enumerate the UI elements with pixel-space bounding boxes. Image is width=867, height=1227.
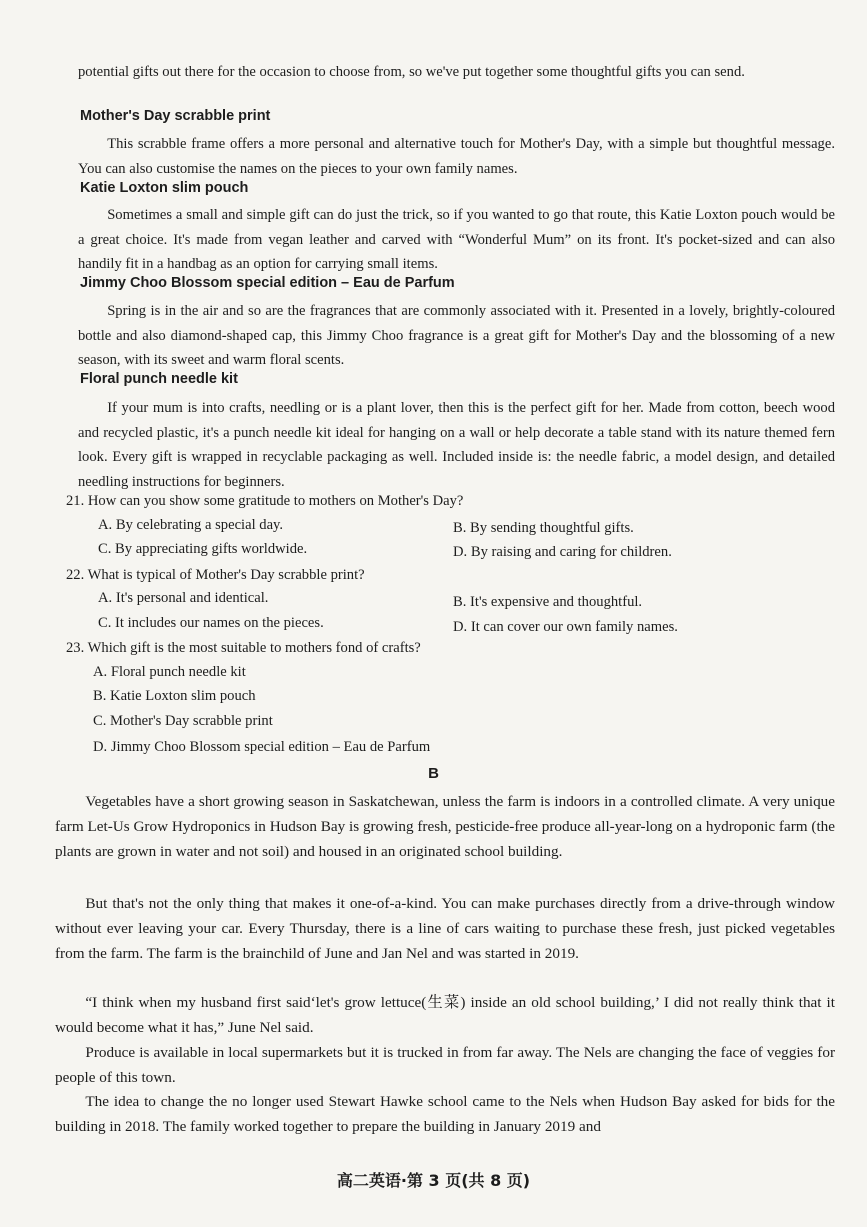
passage-b-paragraph-1: Vegetables have a short growing season in Saskatchewan, unless the farm is indoors in a controlled climate. A very unique farm Let-Us Grow Hydroponics in Hudson Bay is growing fresh, pesticide-free produce all-year-long on a hydroponic farm (the plants are grown in water and not soil) and housed in an originated school building.: [55, 793, 835, 860]
question-22-option-b[interactable]: B. It's expensive and thoughtful.: [453, 594, 643, 610]
question-22-option-a[interactable]: A. It's personal and identical.: [98, 590, 269, 606]
passage-b-title: B: [428, 765, 439, 782]
question-21-option-a[interactable]: A. By celebrating a special day.: [98, 517, 284, 533]
section-heading-perfume: Jimmy Choo Blossom special edition – Eau de Parfum: [80, 275, 455, 291]
question-21-option-d[interactable]: D. By raising and caring for children.: [453, 544, 672, 560]
question-21-stem: 21. How can you show some gratitude to mothers on Mother's Day?: [66, 493, 464, 509]
section-heading-pouch: Katie Loxton slim pouch: [80, 180, 249, 196]
question-22-option-d[interactable]: D. It can cover our own family names.: [453, 619, 678, 635]
passage-b-paragraph-3: “I think when my husband first said‘let's grow lettuce(生菜) inside an old school building,’ I did not really think that it would become what it has,” June Nel said.: [55, 994, 835, 1036]
passage-a-intro: potential gifts out there for the occasion to choose from, so we've put together some thoughtful gifts you can send.: [78, 64, 745, 80]
passage-b-paragraph-4: Produce is available in local supermarkets but it is trucked in from far away. The Nels are changing the face of veggies for people of this town.: [55, 1044, 835, 1086]
section-body-perfume: Spring is in the air and so are the fragrances that are commonly associated with it. Presented in a lovely, brightly-coloured bottle and also diamond-shaped cap, this Jimmy Choo fragrance is a great gift for Mother's Day and the blossoming of a new season, with its sweet and warm floral scents.: [78, 303, 835, 368]
question-21-option-b[interactable]: B. By sending thoughtful gifts.: [453, 520, 634, 536]
question-21-option-c[interactable]: C. By appreciating gifts worldwide.: [98, 541, 308, 557]
section-heading-needle-kit: Floral punch needle kit: [80, 371, 238, 387]
section-heading-scrabble: Mother's Day scrabble print: [80, 108, 271, 124]
passage-b-paragraph-5: The idea to change the no longer used Stewart Hawke school came to the Nels when Hudson Bay asked for bids for the building in 2018. The family worked together to prepare the building in January 2019 and: [55, 1093, 835, 1135]
question-22-stem: 22. What is typical of Mother's Day scrabble print?: [66, 567, 365, 583]
passage-b-paragraph-2: But that's not the only thing that makes it one-of-a-kind. You can make purchases directly from a drive-through window without ever leaving your car. Every Thursday, there is a line of cars waiting to purchase these fresh, just picked vegetables from the farm. The farm is the brainchild of June and Jan Nel and was started in 2019.: [55, 895, 835, 962]
question-23-option-a[interactable]: A. Floral punch needle kit: [93, 664, 246, 680]
question-23-option-c[interactable]: C. Mother's Day scrabble print: [93, 713, 273, 729]
question-23-option-d[interactable]: D. Jimmy Choo Blossom special edition – Eau de Parfum: [93, 739, 431, 755]
page-footer: 高二英语·第 3 页(共 8 页): [336, 1171, 531, 1190]
section-body-pouch: Sometimes a small and simple gift can do just the trick, so if you wanted to go that route, this Katie Loxton pouch would be a great choice. It's made from vegan leather and carved with “Wonderful Mum” on its front. It's pocket-sized and can also handily fit in a handbag as an option for carrying small items.: [78, 207, 835, 272]
question-23-option-b[interactable]: B. Katie Loxton slim pouch: [93, 688, 256, 704]
section-body-scrabble: This scrabble frame offers a more personal and alternative touch for Mother's Day, with a simple but thoughtful message. You can also customise the names on the pieces to your own family names.: [78, 136, 835, 177]
question-23-stem: 23. Which gift is the most suitable to mothers fond of crafts?: [66, 640, 421, 656]
section-body-needle-kit: If your mum is into crafts, needling or is a plant lover, then this is the perfect gift for her. Made from cotton, beech wood and recycled plastic, it's a punch needle kit ideal for hanging on a wall or help decorate a table stand with its nature themed fern look. Every gift is wrapped in recyclable packaging as well. Included inside is: the needle fabric, a model design, and detailed needling instructions for beginners.: [78, 400, 835, 490]
question-22-option-c[interactable]: C. It includes our names on the pieces.: [98, 615, 324, 631]
